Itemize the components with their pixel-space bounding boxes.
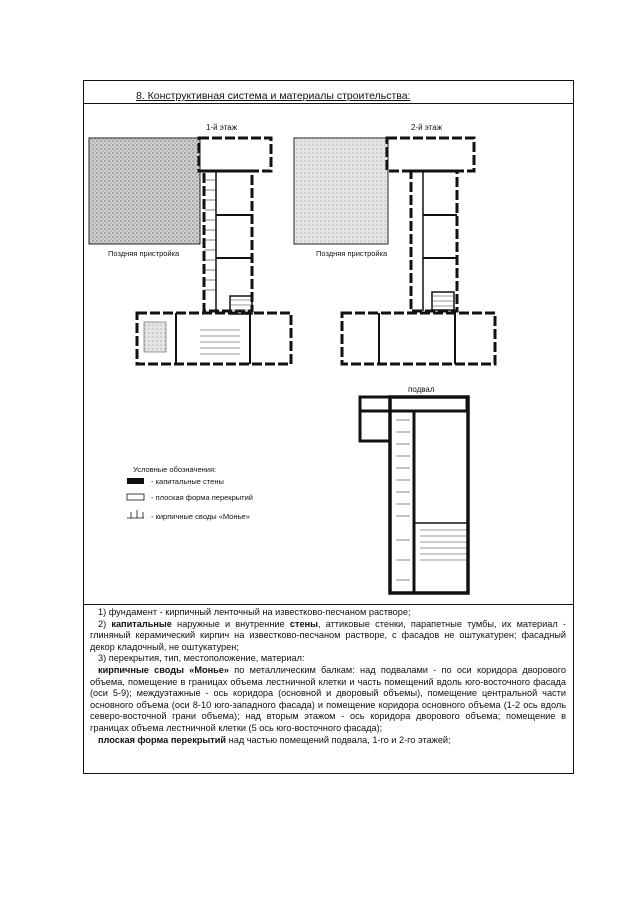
basement-label: подвал [408,385,435,394]
floor2-label: 2-й этаж [411,123,443,132]
description-text [90,607,566,746]
legend-swatch-walls [127,478,144,484]
floor1-label: 1-й этаж [206,123,238,132]
section-title: 8. Конструктивная система и материалы строительства: [136,90,411,102]
paragraph-walls: 2) капитальные наружные и внутренние стены, аттиковые стенки, парапетные тумбы, их материал - глиняный керамический кирпич на известково-песчаном растворе, с фасадов не оштукатурен; фасадный декор кладочный, не оштукатурен; [90,618,566,652]
floor1-later-addition [89,138,200,244]
legend-swatch-vaults [127,510,144,518]
floor1-top-block [199,138,271,171]
floor1-addition-label: Поздняя пристройка [108,249,180,258]
floor2-wing [411,171,457,311]
paragraph-foundation: 1) фундамент - кирпичный ленточный на известково-песчаном растворе; [98,607,411,617]
floor2-later-addition [294,138,388,244]
paragraph-flat-floors: плоская форма перекрытий над частью помещений подвала, 1-го и 2-го этажей; [98,734,451,745]
paragraph-floors-heading: 3) перекрытия, тип, местоположение, материал: [98,653,305,664]
basement-plan [360,397,468,593]
legend-swatch-flat [127,494,144,500]
paragraph-monier-vaults: кирпичные своды «Монье» по металлическим балкам: над подвалами - по оси коридора дворового объема, помещение в границах объема лестничной клетки и часть помещений вдоль юго-восточного фасада (оси 5-9); междуэтажные - ось коридора (основной и дворовый объемы), помещение центральной части основного объема (оси 8-10 юго-западного фасада) и помещение коридора основного объема (1-2 ось вдоль северо-восточной грани объема); над вторым этажом - ось коридора дворового объема; помещение в границах объема лестничной клетки (5 ось юго-восточного фасада); [90,664,566,733]
basement-main [390,397,468,593]
floor1-vault-hatching [204,180,216,290]
floor2-bottom-block [342,313,495,364]
floor2-addition-label: Поздняя пристройка [316,249,388,258]
legend-title: Условные обозначения: [133,465,217,474]
basement-vault-hatching [396,420,466,580]
floor2-top-block [387,138,474,171]
